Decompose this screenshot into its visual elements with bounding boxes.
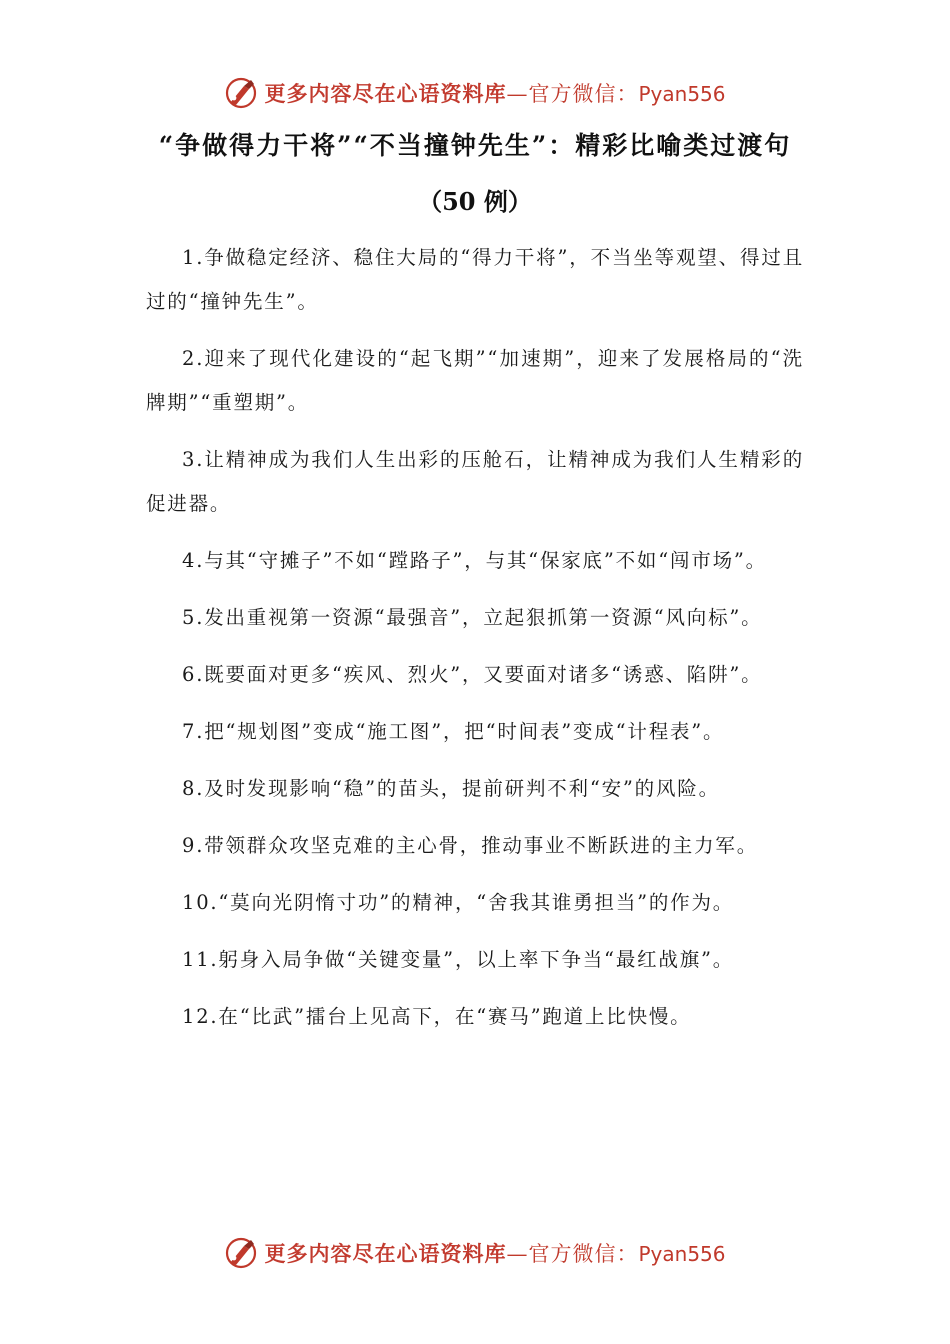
list-item: 10.“莫向光阴惰寸功”的精神，“舍我其谁勇担当”的作为。 xyxy=(182,891,735,914)
list-item: 9.带领群众攻坚克难的主心骨，推动事业不断跃进的主力军。 xyxy=(182,834,759,857)
list-item: 7.把“规划图”变成“施工图”，把“时间表”变成“计程表”。 xyxy=(182,720,725,743)
list-item: 6.既要面对更多“疾风、烈火”，又要面对诸多“诱惑、陷阱”。 xyxy=(182,663,763,686)
banner-label: 官方微信： xyxy=(528,1242,639,1266)
list-item: 11.躬身入局争做“关键变量”，以上率下争当“最红战旗”。 xyxy=(182,948,735,971)
pen-logo-icon xyxy=(224,76,258,110)
list-item: 5.发出重视第一资源“最强音”，立起狠抓第一资源“风向标”。 xyxy=(182,606,763,629)
list-item: 3.让精神成为我们人生出彩的压舱石，让精神成为我们人生精彩的促进器。 xyxy=(146,448,804,515)
list-item: 2.迎来了现代化建设的“起飞期”“加速期”，迎来了发展格局的“洗牌期”“重塑期”。 xyxy=(146,347,804,414)
banner-wechat-id: Pyan556 xyxy=(638,1242,726,1266)
banner-dash: — xyxy=(506,1242,529,1266)
list-item: 4.与其“守摊子”不如“蹚路子”，与其“保家底”不如“闯市场”。 xyxy=(182,549,767,572)
page-title: “争做得力干将”“不当撞钟先生”：精彩比喻类过渡句 xyxy=(158,131,792,160)
list-item: 1.争做稳定经济、稳住大局的“得力干将”，不当坐等观望、得过且过的“撞钟先生”。 xyxy=(146,246,804,313)
pen-logo-icon xyxy=(224,1236,258,1270)
page-subtitle: （50 例） xyxy=(418,187,532,216)
banner-main-text: 更多内容尽在心语资料库 xyxy=(264,81,507,106)
banner-wechat-id: Pyan556 xyxy=(638,82,726,106)
banner-main-text: 更多内容尽在心语资料库 xyxy=(264,1241,507,1266)
banner-dash: — xyxy=(506,82,529,106)
list-item: 12.在“比武”擂台上见高下，在“赛马”跑道上比快慢。 xyxy=(182,1005,692,1028)
banner-label: 官方微信： xyxy=(528,82,639,106)
banner-text xyxy=(264,1238,725,1268)
list-item: 8.及时发现影响“稳”的苗头，提前研判不利“安”的风险。 xyxy=(182,777,720,800)
header-banner xyxy=(0,73,950,113)
document-body xyxy=(146,236,804,1052)
banner-text xyxy=(264,78,725,108)
footer-banner xyxy=(0,1233,950,1273)
